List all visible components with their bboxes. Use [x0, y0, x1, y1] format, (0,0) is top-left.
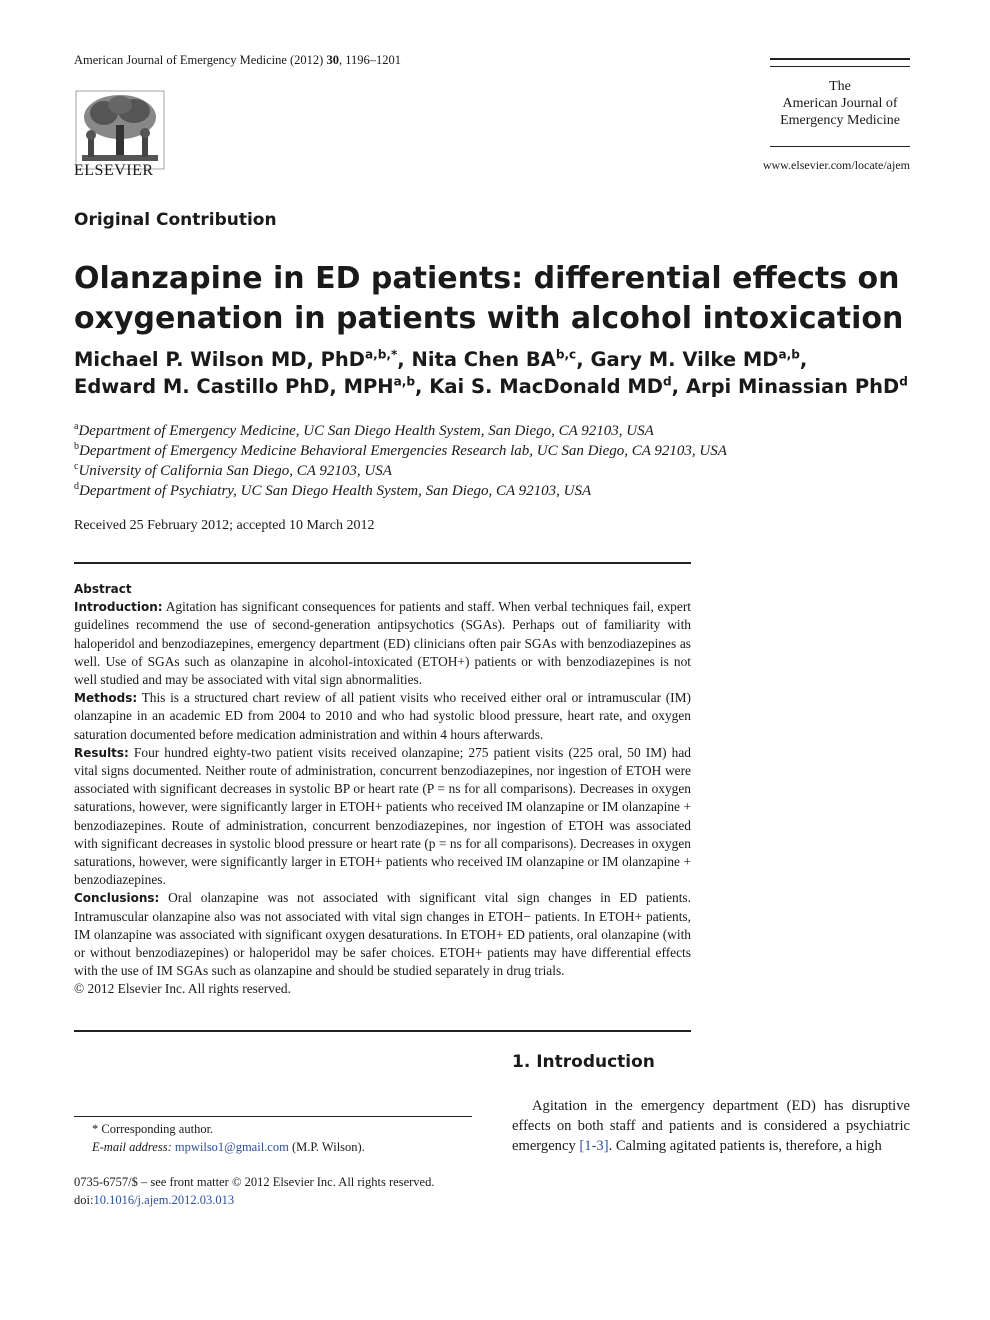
- intro-text: Agitation in the emergency department (ED) has disruptive effects on both staff and patients and is considered a psychiatric emergency: [512, 1098, 910, 1154]
- masthead-rule-mid: [770, 66, 910, 67]
- affiliation: [74, 481, 914, 501]
- masthead-rule-bottom: [770, 146, 910, 147]
- author-affil-marker[interactable]: d: [899, 374, 908, 389]
- footnote-rule: [74, 1116, 472, 1117]
- doi-link[interactable]: 10.1016/j.ajem.2012.03.013: [93, 1193, 235, 1207]
- author-affil-marker[interactable]: d: [663, 374, 672, 389]
- author-name[interactable]: Arpi Minassian PhD: [685, 375, 900, 398]
- affiliation-marker: b: [74, 441, 79, 452]
- masthead-line1: The: [829, 79, 851, 94]
- masthead-rule-top: [770, 58, 910, 60]
- affiliation-marker: a: [74, 421, 79, 432]
- masthead-line2: American Journal of: [782, 96, 898, 111]
- reference-link[interactable]: [1-3]: [579, 1138, 609, 1154]
- abstract-text: Agitation has significant consequences for patients and staff. When verbal techniques fail, expert guidelines recommend the use of second-generation antipsychotics (SGAs). Perhaps out of familiarity with haloperidol and benzodiazepines, emergency department (ED) clinicians often pair SGAs with benzodiazepines as well. Use of SGAs such as olanzapine in alcohol-intoxicated (ETOH+) patients or with benzodiazepines is not well studied and may be associated with vital sign abnormalities.: [74, 599, 691, 688]
- abstract-label: Results:: [74, 745, 129, 760]
- abstract-text: Oral olanzapine was not associated with significant vital sign changes in ED patients. Intramuscular olanzapine also was not associated with vital sign changes in ETOH− patients. In ETOH+ patients, IM olanzapine was associated with significant oxygen desaturations. In ETOH+ ED patients, oral olanzapine (with or without benzodiazepines) or haloperidol may be safer choices. ETOH+ patients may have differential effects with the use of IM SGAs such as olanzapine and should be studied separately in drug trials.: [74, 890, 691, 979]
- affiliation: [74, 461, 914, 481]
- citation-pages: , 1196–1201: [338, 53, 402, 67]
- affiliation: [74, 421, 914, 441]
- abstract-text: Four hundred eighty-two patient visits received olanzapine; 275 patient visits (225 oral, 50 IM) had vital signs documented. Neither route of administration, concurrent benzodiazepines, nor ingestion of ETOH were associated with significant decreases in systolic BP or heart rate (P = ns for all comparisons). Decreases in oxygen saturations, however, were significantly larger in ETOH+ patients who received IM olanzapine or IM olanzapine + benzodiazepines. Route of administration, concurrent benzodiazepines, nor ingestion of ETOH was associated with significant decreases in systolic blood pressure or heart rate (p = ns for all comparisons). Decreases in oxygen saturations, however, were significantly larger in ETOH+ patients who received IM olanzapine or IM olanzapine + benzodiazepines.: [74, 744, 691, 888]
- affiliation-marker: d: [74, 481, 79, 492]
- abstract-rule-top: [74, 562, 691, 564]
- author-name[interactable]: Michael P. Wilson MD, PhD: [74, 348, 365, 371]
- author-separator: ,: [799, 348, 808, 371]
- abstract-methods: [74, 689, 691, 744]
- abstract-copyright: © 2012 Elsevier Inc. All rights reserved.: [74, 981, 291, 997]
- abstract-conclusions: [74, 889, 691, 980]
- author-separator: ,: [415, 375, 430, 398]
- author-separator: ,: [397, 348, 412, 371]
- abstract-block: [74, 580, 691, 999]
- affiliation-text: University of California San Diego, CA 92103, USA: [78, 463, 392, 479]
- citation-journal: American Journal of Emergency Medicine (2012): [74, 53, 327, 67]
- abstract-results: [74, 744, 691, 890]
- author-name[interactable]: Nita Chen BA: [411, 348, 556, 371]
- affiliation-marker: c: [74, 461, 79, 472]
- email-owner: (M.P. Wilson).: [288, 1140, 365, 1154]
- publisher-name: ELSEVIER: [74, 162, 154, 179]
- author-name[interactable]: Edward M. Castillo PhD, MPH: [74, 375, 394, 398]
- front-matter-text: 0735-6757/$ – see front matter © 2012 Elsevier Inc. All rights reserved.: [74, 1175, 435, 1189]
- email-label: E-mail address:: [92, 1140, 172, 1154]
- article-title: Olanzapine in ED patients: differential effects on oxygenation in patients with alcohol intoxication: [74, 261, 904, 336]
- affiliation-text: Department of Psychiatry, UC San Diego Health System, San Diego, CA 92103, USA: [79, 483, 592, 499]
- author-affil-marker[interactable]: b,c: [555, 347, 577, 362]
- section-heading-introduction: 1. Introduction: [512, 1052, 655, 1072]
- article-type: Original Contribution: [74, 210, 277, 230]
- affiliation: [74, 441, 914, 461]
- journal-masthead: [770, 78, 910, 129]
- affiliation-list: [74, 421, 914, 501]
- abstract-introduction: [74, 598, 691, 689]
- intro-text-continued: . Calming agitated patients is, therefore, a high: [608, 1138, 882, 1154]
- abstract-label: Conclusions:: [74, 891, 160, 906]
- citation-volume: 30: [326, 53, 339, 67]
- author-name[interactable]: Kai S. MacDonald MD: [429, 375, 663, 398]
- email-line: [92, 1138, 492, 1156]
- author-separator: ,: [671, 375, 686, 398]
- abstract-label: Methods:: [74, 691, 138, 706]
- affiliation-text: Department of Emergency Medicine, UC San Diego Health System, San Diego, CA 92103, USA: [78, 423, 654, 439]
- corresponding-label: * Corresponding author.: [92, 1122, 214, 1136]
- doi-label: doi:: [74, 1193, 94, 1207]
- abstract-label: Introduction:: [74, 600, 163, 615]
- introduction-paragraph: [512, 1096, 910, 1156]
- email-link[interactable]: mpwilso1@gmail.com: [174, 1140, 289, 1154]
- doi-line: [74, 1191, 494, 1209]
- masthead-line3: Emergency Medicine: [780, 113, 900, 128]
- abstract-text: This is a structured chart review of all patient visits who received either oral or intramuscular (IM) olanzapine in an academic ED from 2004 to 2010 and who had systolic blood pressure, heart rate, and oxygen saturation documented before medication administration and within 4 hours afterwards.: [74, 690, 691, 742]
- abstract-rule-bottom: [74, 1030, 691, 1032]
- abstract-heading: Abstract: [74, 582, 132, 596]
- received-dates: Received 25 February 2012; accepted 10 March 2012: [74, 518, 375, 533]
- journal-citation: [74, 53, 401, 68]
- author-separator: ,: [576, 348, 591, 371]
- journal-url-link[interactable]: www.elsevier.com/locate/ajem: [762, 158, 910, 172]
- author-affil-marker[interactable]: a,b,*: [365, 347, 398, 362]
- front-matter-block: [74, 1173, 494, 1209]
- corresponding-author-footnote: [92, 1120, 492, 1156]
- author-list: [74, 346, 934, 400]
- author-name[interactable]: Gary M. Vilke MD: [590, 348, 779, 371]
- author-affil-marker[interactable]: a,b: [393, 374, 416, 389]
- author-affil-marker[interactable]: a,b: [778, 347, 800, 362]
- affiliation-text: Department of Emergency Medicine Behavioral Emergencies Research lab, UC San Diego, CA 92103, USA: [79, 443, 727, 459]
